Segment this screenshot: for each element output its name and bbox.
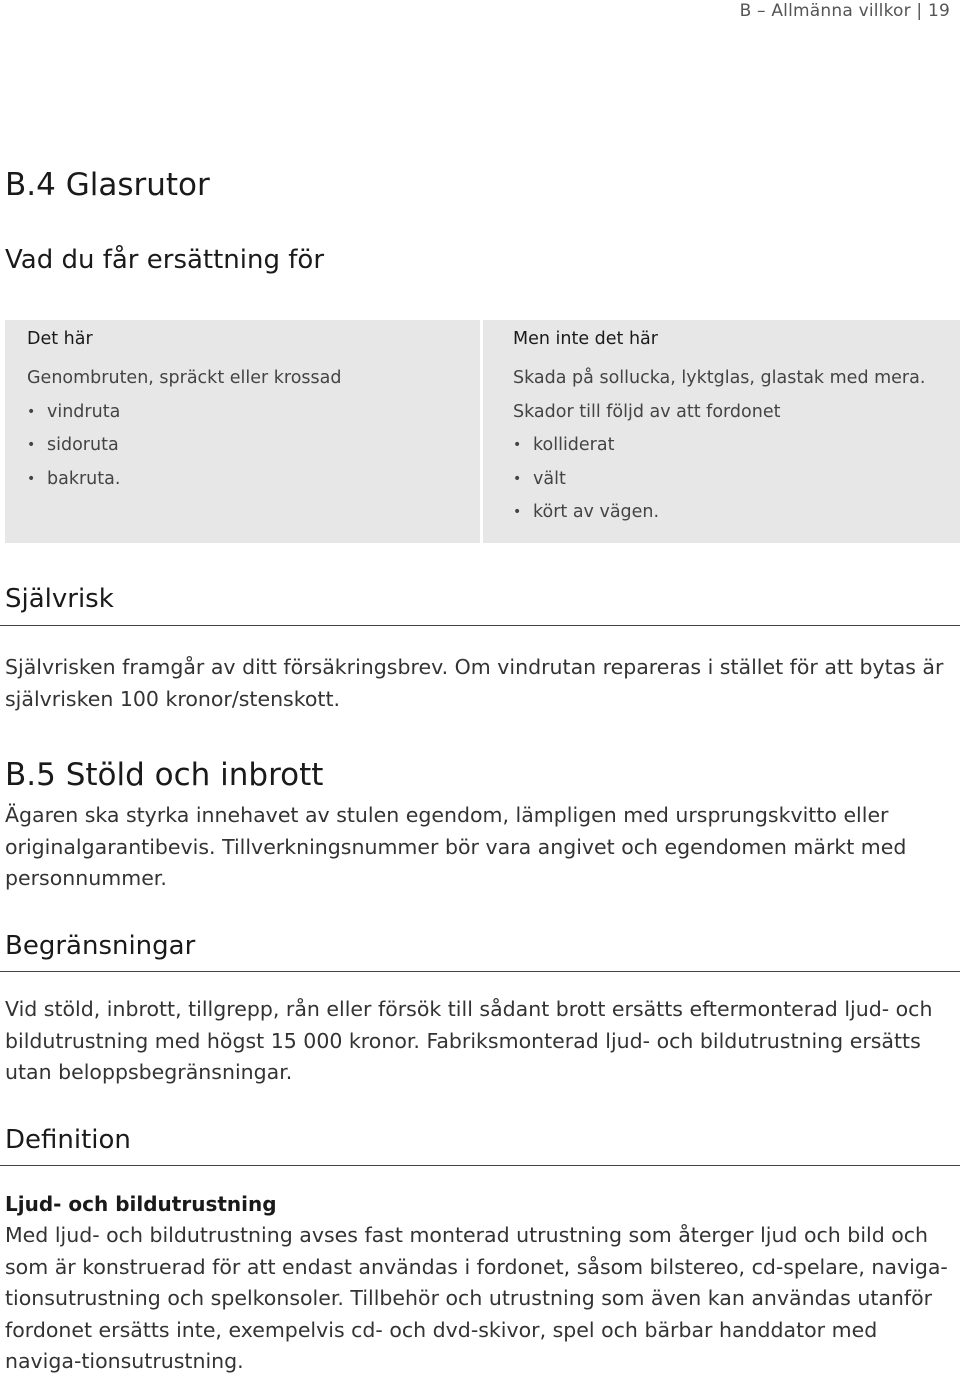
list-item bbox=[513, 463, 960, 497]
bullet-icon: • bbox=[27, 437, 36, 453]
deductible-text: Självrisken framgår av ditt försäkringsbrev. Om vindrutan repareras i stället för att bytas är självrisken 100 kronor/stenskott. bbox=[5, 655, 944, 711]
section-title-b5: B.5 Stöld och inbrott bbox=[5, 757, 324, 793]
list-item-label: sidoruta bbox=[47, 435, 119, 455]
bullet-icon: • bbox=[513, 470, 522, 487]
list-item bbox=[27, 463, 480, 497]
list-item-label: vält bbox=[533, 468, 566, 489]
limits-heading: Begränsningar bbox=[5, 931, 196, 961]
not-covered-column-header: Men inte det här bbox=[513, 329, 658, 349]
bullet-icon: • bbox=[513, 504, 522, 520]
ownership-text: Ägaren ska styrka innehavet av stulen egendom, lämpligen med ursprungskvitto eller originalgarantibevis. Tillverkningsnummer bör vara angivet och egendomen märkt med personnummer. bbox=[5, 803, 907, 890]
definition-term: Ljud- och bildutrustning bbox=[5, 1192, 277, 1216]
covered-column-header: Det här bbox=[27, 329, 93, 349]
list-item-label: bakruta. bbox=[47, 468, 121, 489]
section-divider bbox=[0, 971, 960, 972]
running-header: B – Allmänna villkor | 19 bbox=[739, 1, 950, 21]
list-item bbox=[27, 396, 480, 430]
definition-text: Med ljud- och bildutrustning avses fast monterad utrustning som återger ljud och bild och som är konstruerad för att endast användas i fordonet, såsom bilstereo, cd-spelare, naviga-tionsutrustning och spelkonsoler. Tillbehör och utrustning som även kan användas utanför fordonet ersätts inte, exempelvis cd- och dvd-skivor, spel och bärbar handdator med naviga-tionsutrustning. bbox=[5, 1223, 948, 1373]
coverage-heading: Vad du får ersättning för bbox=[5, 245, 325, 275]
list-item-label: vindruta bbox=[47, 401, 121, 422]
list-item-label: kolliderat bbox=[533, 435, 615, 455]
list-item bbox=[513, 429, 960, 463]
definition-heading: Definition bbox=[5, 1125, 131, 1155]
bullet-icon: • bbox=[513, 437, 522, 453]
not-covered-line-1: Skada på sollucka, lyktglas, glastak med mera. bbox=[513, 368, 926, 388]
covered-intro: Genombruten, spräckt eller krossad bbox=[27, 368, 342, 388]
section-divider bbox=[0, 1165, 960, 1166]
section-divider bbox=[0, 625, 960, 626]
deductible-heading: Självrisk bbox=[5, 584, 114, 614]
bullet-icon: • bbox=[27, 403, 36, 420]
list-item bbox=[27, 429, 480, 463]
coverage-table bbox=[5, 320, 960, 543]
not-covered-column bbox=[483, 320, 960, 543]
list-item bbox=[513, 496, 960, 530]
list-item-label: kört av vägen. bbox=[533, 502, 660, 522]
not-covered-line-2: Skador till följd av att fordonet bbox=[513, 401, 781, 422]
limits-text: Vid stöld, inbrott, tillgrepp, rån eller försök till sådant brott ersätts eftermonterad ljud- och bildutrustning med högst 15 000 kronor. Fabriksmonterad ljud- och bildutrustning ersätts utan beloppsbegränsningar. bbox=[5, 997, 933, 1084]
covered-column bbox=[5, 320, 480, 543]
section-title-b4: B.4 Glasrutor bbox=[5, 167, 210, 203]
bullet-icon: • bbox=[27, 470, 36, 487]
